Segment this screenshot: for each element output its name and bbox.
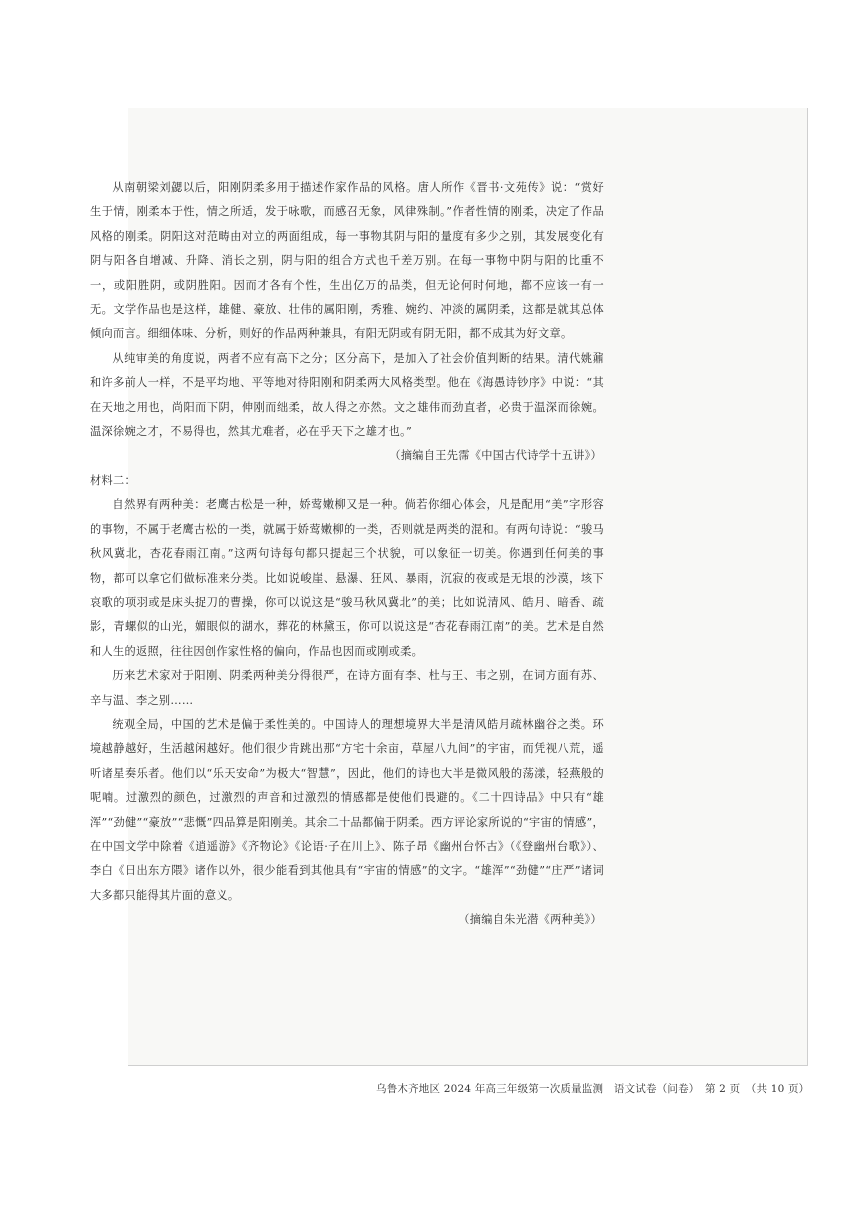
material2-paragraph-2: 历来艺术家对于阳刚、阴柔两种美分得很严，在诗方面有李、杜与王、韦之别，在词方面有苏、辛与温、李之别……: [90, 669, 604, 707]
material2-paragraph-1: 自然界有两种美：老鹰古松是一种，娇莺嫩柳又是一种。倘若你细心体会，凡是配用“美”字形容的事物，不属于老鹰古松的一类，就属于娇莺嫩柳的一类，否则就是两类的混和。有两句诗说：“骏马秋风冀北，杏花春雨江南。”这两句诗每句都只提起三个状貌，可以象征一切美。你遇到任何美的事物，都可以拿它们做标准来分类。比如说峻崖、悬瀑、狂风、暴雨，沉寂的夜或是无垠的沙漠，垓下哀歌的项羽或是床头捉刀的曹操，你可以说这是“骏马秋风冀北”的美；比如说清风、皓月、暗香、疏影，青螺似的山光，媚眼似的湖水，葬花的林黛玉，你可以说这是“杏花春雨江南”的美。艺术是自然和人生的返照，往往因创作家性格的偏向，作品也因而或刚或柔。: [90, 498, 604, 658]
material1-paragraph-2: 从纯审美的角度说，两者不应有高下之分；区分高下，是加入了社会价值判断的结果。清代姚鼐和许多前人一样，不是平均地、平等地对待阳刚和阴柔两大风格类型。他在《海愚诗钞序》中说：“其在天地之用也，尚阳而下阴，伸刚而绌柔，故人得之亦然。文之雄伟而劲直者，必贵于温深而徐婉。温深徐婉之才，不易得也，然其尤难者，必在乎天下之雄才也。”: [90, 351, 604, 439]
document-body: [90, 176, 604, 933]
material1-paragraph-1: 从南朝梁刘勰以后，阳刚阴柔多用于描述作家作品的风格。唐人所作《晋书·文苑传》说：“赏好生于情，刚柔本于性，情之所适，发于咏歌，而感召无象，风律殊制。”作者性情的刚柔，决定了作品风格的刚柔。阴阳这对范畴由对立的两面组成，每一事物其阴与阳的量度有多少之别，其发展变化有阴与阳各自增减、升降、消长之别，阴与阳的组合方式也千差万别。在每一事物中阴与阳的比重不一，或阳胜阴，或阴胜阳。因而才各有个性，生出亿万的品类，但无论何时何地，都不应该一有一无。文学作品也是这样，雄健、豪放、壮伟的属阳刚，秀雅、婉约、冲淡的属阴柔，这都是就其总体倾向而言。细细体味、分析，则好的作品两种兼具，有阳无阴或有阴无阳，都不成其为好文章。: [90, 181, 604, 341]
page-footer: 乌鲁木齐地区 2024 年高三年级第一次质量监测 语文试卷（问卷） 第 2 页 （共 10 页）: [376, 1083, 810, 1095]
material2-source: （摘编自朱光潜《两种美》）: [458, 913, 602, 927]
material2-paragraph-3: 统观全局，中国的艺术是偏于柔性美的。中国诗人的理想境界大半是清风皓月疏林幽谷之类。环境越静越好，生活越闲越好。他们很少肯跳出那“方宅十余亩，草屋八九间”的宇宙，而凭视八荒，遥听诸星奏乐者。他们以“乐天安命”为极大“智慧”，因此，他们的诗也大半是微风般的荡漾，轻燕般的呢喃。过激烈的颜色，过激烈的声音和过激烈的情感都是使他们畏避的。《二十四诗品》中只有“雄浑”“劲健”“豪放”“悲慨”四品算是阳刚美。其余二十品都偏于阴柔。西方评论家所说的“宇宙的情感”，在中国文学中除着《逍遥游》《齐物论》《论语·子在川上》、陈子昂《幽州台怀古》（《登幽州台歌》）、李白《日出东方隈》诸作以外，很少能看到其他具有“宇宙的情感”的文字。“雄浑”“劲健”“庄严”诸词大多都只能得其片面的意义。: [90, 717, 604, 902]
material1-source: （摘编自王先霈《中国古代诗学十五讲》）: [389, 449, 602, 463]
material2-heading: 材料二：: [90, 473, 136, 487]
